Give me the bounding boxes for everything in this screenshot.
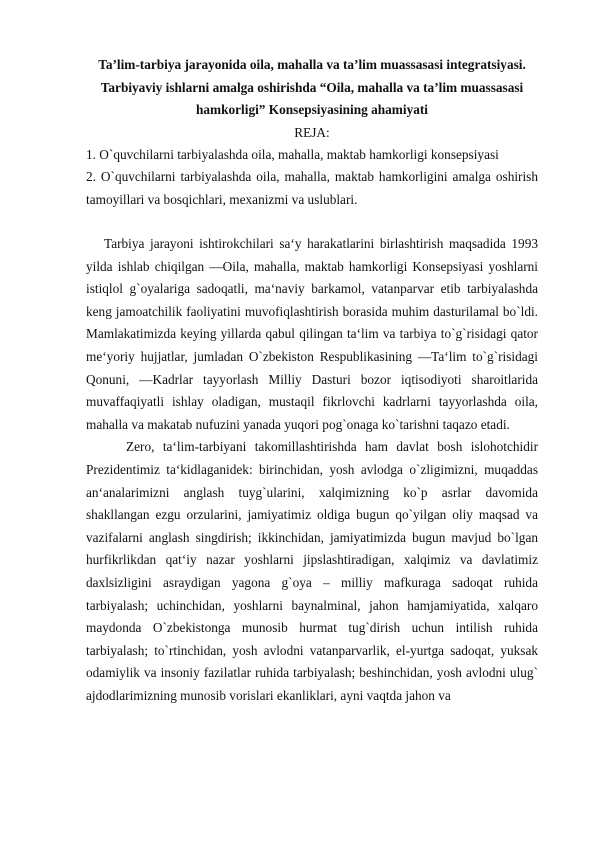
plan-item-2: 2. O`quvchilarni tarbiyalashda oila, mahalla, maktab hamkorligini amalga oshirish tamoyillari va bosqichlari, mexanizmi va uslublari. <box>86 169 538 207</box>
document-title: Ta’lim-tarbiya jarayonida oila, mahalla va ta’lim muassasasi integratsiyasi. Tarbiyaviy ishlarni amalga oshirishda “Oila, mahalla va ta’lim muassasasi hamkorligi” Konsepsiyasining ahamiyati <box>98 57 526 117</box>
body-paragraph-2: Zero, ta‘lim-tarbiyani takomillashtirishda ham davlat bosh islohotchidir Prezidentimiz ta‘kidlaganidek: birinchidan, yosh avlodga o`zligimizni, muqaddas an‘analarimizni anglash tuyg`ularini, xalqimizning ko`p asrlar davomida shakllangan ezgu orzularini, jamiyatimiz oldiga bugun qo`yilgan oliy maqsad va vazifalarni anglash singdirish; ikkinchidan, jamiyatimizda bugun mavjud bo`lgan hurfikrlikdan qat‘iy nazar yoshlarni jipslashtiradigan, xalqimiz va davlatimiz daxlsizligini asraydigan yagona g`oya – milliy mafkuraga sadoqat ruhida tarbiyalash; uchinchidan, yoshlarni baynalminal, jahon hamjamiyatida, xalqaro maydonda O`zbekistonga munosib hurmat tug`dirish uchun intilish ruhida tarbiyalash; to`rtinchidan, yosh avlodni vatanparvarlik, el-yurtga sadoqat, yuksak odamiylik va insoniy fazilatlar ruhida tarbiyalash; beshinchidan, yosh avlodni ulug` ajdodlarimizning munosib vorislari ekanliklari, ayni vaqtda jahon va <box>86 439 538 703</box>
blank-line <box>86 211 538 233</box>
plan-item-1: 1. O`quvchilarni tarbiyalashda oila, mahalla, maktab hamkorligi konsepsiyasi <box>86 146 499 162</box>
plan-heading: REJA: <box>294 124 330 140</box>
body-paragraph-1: Tarbiya jarayoni ishtirokchilari sa‘y harakatlarini birlashtirish maqsadida 1993 yilda ishlab chiqilgan —Oila, mahalla, maktab hamkorligi Konsepsiyasi yoshlarni istiqlol g`oyalariga sadoqatli, ma‘naviy barkamol, vatanparvar etib tarbiyalashda keng jamoatchilik faoliyatini muvofiqlashtirish borasida muhim dasturilamal bo`ldi. Mamlakatimizda keying yillarda qabul qilingan ta‘lim va tarbiya to`g`risidagi qator me‘yoriy hujjatlar, jumladan O`zbekiston Respublikasining —Ta‘lim to`g`risidagi Qonuni, —Kadrlar tayyorlash Milliy Dasturi bozor iqtisodiyoti sharoitlarida muvaffaqiyatli ishlay oladigan, mustaqil fikrlovchi kadrlarni tayyorlashda oila, mahalla va makatab nufuzini yanada yuqori pog`onaga ko`tarishni taqazo etadi. <box>86 236 538 432</box>
